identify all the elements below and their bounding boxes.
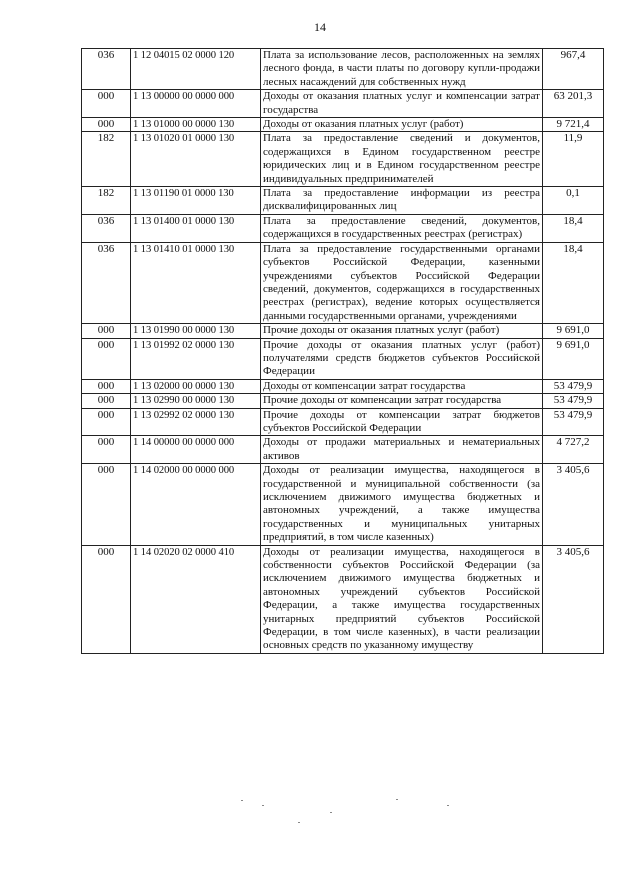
scan-speck xyxy=(396,799,398,800)
income-name-cell: Плата за использование лесов, расположенных на землях лесного фонда, в части платы по договору купли-продажи лесных насаждений для собственных нужд xyxy=(261,49,543,90)
admin-code-cell: 000 xyxy=(82,408,131,436)
budget-code-cell: 1 13 02990 00 0000 130 xyxy=(131,394,261,408)
page-number: 14 xyxy=(314,20,326,34)
amount-cell: 63 201,3 xyxy=(543,90,604,118)
admin-code-cell: 000 xyxy=(82,394,131,408)
admin-code-cell: 000 xyxy=(82,90,131,118)
amount-cell: 53 479,9 xyxy=(543,394,604,408)
amount-cell: 53 479,9 xyxy=(543,379,604,393)
budget-code-cell: 1 13 01020 01 0000 130 xyxy=(131,132,261,187)
admin-code-cell: 036 xyxy=(82,242,131,323)
amount-cell: 4 727,2 xyxy=(543,436,604,464)
budget-code-cell: 1 13 01000 00 0000 130 xyxy=(131,118,261,132)
amount-cell: 3 405,6 xyxy=(543,545,604,653)
amount-cell: 53 479,9 xyxy=(543,408,604,436)
budget-code-cell: 1 14 00000 00 0000 000 xyxy=(131,436,261,464)
income-name-cell: Плата за предоставление государственными органами субъектов Российской Федерации, казенными учреждениями субъектов Российской Федерации сведений, документов, содержащихся в государственных реестрах (регистрах), ведение которых осуществляется данными государственными органами, учреждениями xyxy=(261,242,543,323)
admin-code-cell: 036 xyxy=(82,214,131,242)
admin-code-cell: 000 xyxy=(82,118,131,132)
income-name-cell: Плата за предоставление сведений, документов, содержащихся в государственных реестрах (регистрах) xyxy=(261,214,543,242)
income-name-cell: Доходы от продажи материальных и нематериальных активов xyxy=(261,436,543,464)
budget-code-cell: 1 12 04015 02 0000 120 xyxy=(131,49,261,90)
table-row xyxy=(82,338,604,379)
budget-code-cell: 1 13 01190 01 0000 130 xyxy=(131,187,261,215)
admin-code-cell: 036 xyxy=(82,49,131,90)
budget-code-cell: 1 14 02000 00 0000 000 xyxy=(131,464,261,545)
income-name-cell: Плата за предоставление сведений и документов, содержащихся в Едином государственном реестре юридических лиц и в Едином государственном реестре индивидуальных предпринимателей xyxy=(261,132,543,187)
amount-cell: 3 405,6 xyxy=(543,464,604,545)
income-name-cell: Прочие доходы от компенсации затрат государства xyxy=(261,394,543,408)
amount-cell: 18,4 xyxy=(543,214,604,242)
admin-code-cell: 000 xyxy=(82,338,131,379)
amount-cell: 18,4 xyxy=(543,242,604,323)
table-row xyxy=(82,187,604,215)
income-name-cell: Доходы от компенсации затрат государства xyxy=(261,379,543,393)
table-row xyxy=(82,242,604,323)
table-row xyxy=(82,324,604,338)
admin-code-cell: 000 xyxy=(82,436,131,464)
income-name-cell: Доходы от реализации имущества, находящегося в государственной и муниципальной собственности (за исключением движимого имущества бюджетных и автономных учреждений, а также имущества государственных и муниципальных унитарных предприятий, в том числе казенных) xyxy=(261,464,543,545)
revenue-table xyxy=(81,48,604,654)
amount-cell: 11,9 xyxy=(543,132,604,187)
table-row xyxy=(82,394,604,408)
scan-speck xyxy=(298,822,300,823)
budget-code-cell: 1 13 00000 00 0000 000 xyxy=(131,90,261,118)
scan-speck xyxy=(241,800,243,801)
income-name-cell: Доходы от реализации имущества, находящегося в собственности субъектов Российской Федерации (за исключением движимого имущества бюджетных и автономных учреждений субъектов Российской Федерации, а также имущества государственных унитарных предприятий субъектов Российской Федерации, в том числе казенных), в части реализации основных средств по указанному имуществу xyxy=(261,545,543,653)
scan-speck xyxy=(262,805,264,806)
budget-code-cell: 1 13 02000 00 0000 130 xyxy=(131,379,261,393)
income-name-cell: Плата за предоставление информации из реестра дисквалифицированных лиц xyxy=(261,187,543,215)
budget-code-cell: 1 13 01992 02 0000 130 xyxy=(131,338,261,379)
revenue-table-body xyxy=(82,49,604,654)
table-row xyxy=(82,408,604,436)
budget-code-cell: 1 13 02992 02 0000 130 xyxy=(131,408,261,436)
income-name-cell: Доходы от оказания платных услуг и компенсации затрат государства xyxy=(261,90,543,118)
budget-code-cell: 1 14 02020 02 0000 410 xyxy=(131,545,261,653)
income-name-cell: Прочие доходы от компенсации затрат бюджетов субъектов Российской Федерации xyxy=(261,408,543,436)
amount-cell: 967,4 xyxy=(543,49,604,90)
admin-code-cell: 182 xyxy=(82,187,131,215)
table-row xyxy=(82,49,604,90)
admin-code-cell: 000 xyxy=(82,545,131,653)
income-name-cell: Прочие доходы от оказания платных услуг (работ) xyxy=(261,324,543,338)
table-row xyxy=(82,464,604,545)
table-row xyxy=(82,436,604,464)
amount-cell: 0,1 xyxy=(543,187,604,215)
amount-cell: 9 691,0 xyxy=(543,338,604,379)
admin-code-cell: 182 xyxy=(82,132,131,187)
table-row xyxy=(82,118,604,132)
scan-speck xyxy=(447,805,449,806)
amount-cell: 9 691,0 xyxy=(543,324,604,338)
admin-code-cell: 000 xyxy=(82,464,131,545)
amount-cell: 9 721,4 xyxy=(543,118,604,132)
budget-code-cell: 1 13 01400 01 0000 130 xyxy=(131,214,261,242)
budget-code-cell: 1 13 01990 00 0000 130 xyxy=(131,324,261,338)
table-row xyxy=(82,545,604,653)
income-name-cell: Доходы от оказания платных услуг (работ) xyxy=(261,118,543,132)
table-row xyxy=(82,90,604,118)
admin-code-cell: 000 xyxy=(82,324,131,338)
table-row xyxy=(82,132,604,187)
admin-code-cell: 000 xyxy=(82,379,131,393)
table-row xyxy=(82,214,604,242)
scan-speck xyxy=(330,812,332,813)
budget-code-cell: 1 13 01410 01 0000 130 xyxy=(131,242,261,323)
table-row xyxy=(82,379,604,393)
income-name-cell: Прочие доходы от оказания платных услуг (работ) получателями средств бюджетов субъектов Российской Федерации xyxy=(261,338,543,379)
